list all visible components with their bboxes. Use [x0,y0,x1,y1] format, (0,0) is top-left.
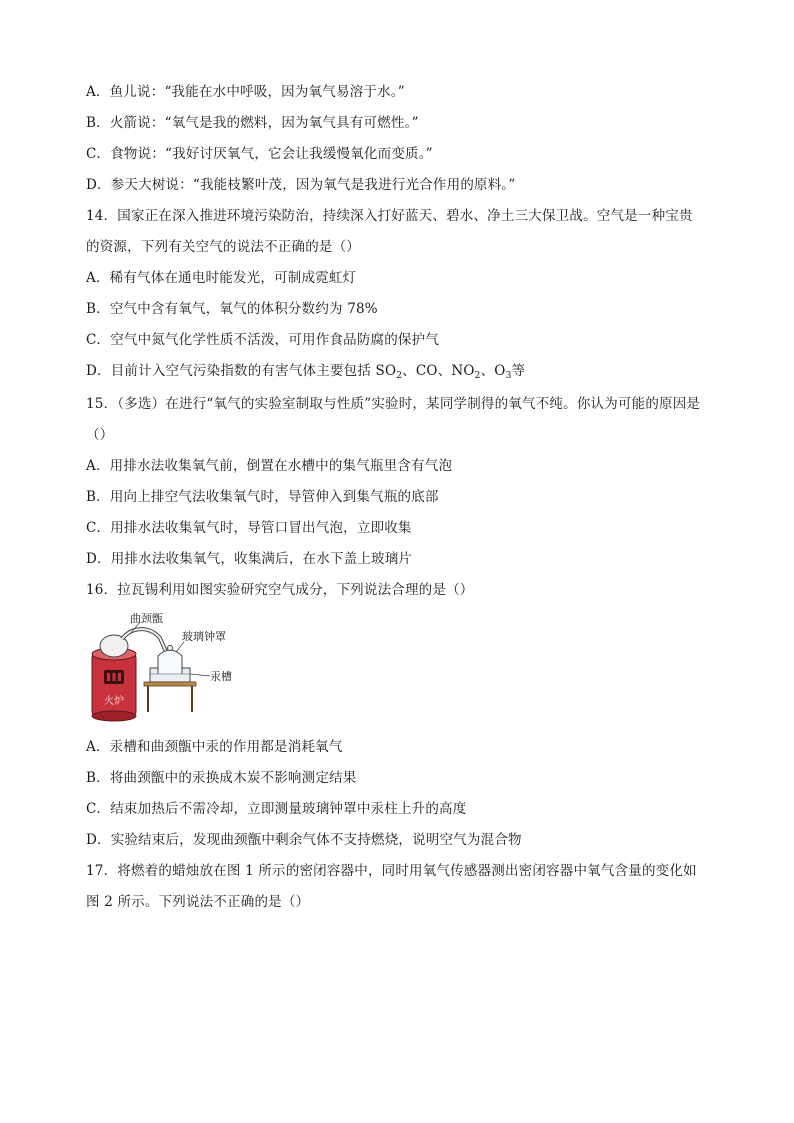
q17-stem-line1: 17．将燃着的蜡烛放在图 1 所示的密闭容器中，同时用氧气传感器测出密闭容器中氧气含量的变化如 [86,863,697,879]
q17-stem-line2: 图 2 所示。下列说法不正确的是（） [86,894,310,910]
q13-option-b: B．火箭说：“氧气是我的燃料，因为氧气具有可燃性。” [86,115,419,131]
q16-option-b: B．将曲颈甑中的汞换成木炭不影响测定结果 [86,770,357,786]
q15-option-b: B．用向上排空气法收集氧气时，导管伸入到集气瓶的底部 [86,489,439,505]
table-icon [144,682,196,712]
q15-stem-line1: 15．（多选）在进行“氧气的实验室制取与性质”实验时，某同学制得的氧气不纯。你认为可能的原因是 [86,396,701,412]
q14-option-d-sub1: 2 [396,371,403,381]
q16-stem-line1: 16．拉瓦锡利用如图实验研究空气成分，下列说法合理的是（） [86,582,474,598]
retort-label: 曲颈甑 [130,612,163,625]
q14-option-d-prefix: D．目前计入空气污染指数的有害气体主要包括 SO [86,363,397,379]
trough-label: 汞槽 [210,670,232,683]
q15-option-a: A．用排水法收集氧气前，倒置在水槽中的集气瓶里含有气泡 [86,458,453,474]
q14-option-d-sub3: 3 [505,371,512,381]
q14-option-d-mid2: 、O [480,363,506,379]
q16-option-d: D．实验结束后，发现曲颈甑中剩余气体不支持燃烧，说明空气为混合物 [86,832,522,848]
q14-option-b: B．空气中含有氧气，氧气的体积分数约为 78% [86,301,378,317]
q13-option-c: C．食物说：“我好讨厌氧气，它会让我缓慢氧化而变质。” [86,146,433,162]
q15-option-c: C．用排水法收集氧气时，导管口冒出气泡，立即收集 [86,520,412,536]
q15-option-d: D．用排水法收集氧气，收集满后，在水下盖上玻璃片 [86,551,413,567]
bell-jar-label: 玻璃钟罩 [182,630,226,643]
q13-option-d: D．参天大树说：“我能枝繁叶茂，因为氧气是我进行光合作用的原料。” [86,177,516,193]
q14-option-d-suffix: 等 [511,363,526,379]
q13-option-a: A．鱼儿说：“我能在水中呼吸，因为氧气易溶于水。” [86,84,405,100]
q16-option-c: C．结束加热后不需冷却，立即测量玻璃钟罩中汞柱上升的高度 [86,801,467,817]
q14-option-d-mid1: 、CO、NO [402,363,475,379]
q14-option-d-sub2: 2 [474,371,481,381]
bell-jar-icon [150,646,190,683]
q14-option-d [86,361,525,381]
q14-stem-line2: 的资源，下列有关空气的说法不正确的是（） [86,239,360,255]
q14-option-c: C．空气中氮气化学性质不活泼，可用作食品防腐的保护气 [86,332,440,348]
q16-option-a: A．汞槽和曲颈甑中汞的作用都是消耗氧气 [86,739,343,755]
q14-option-a: A．稀有气体在通电时能发光，可制成霓虹灯 [86,270,357,286]
q15-stem-line2: （） [86,427,114,443]
furnace-label: 火炉 [104,696,124,707]
lavoisier-apparatus-figure [88,612,248,722]
q14-stem-line1: 14．国家正在深入推进环境污染防治，持续深入打好蓝天、碧水、净土三大保卫战。空气是一种宝贵 [86,208,693,224]
furnace-icon [92,648,136,721]
